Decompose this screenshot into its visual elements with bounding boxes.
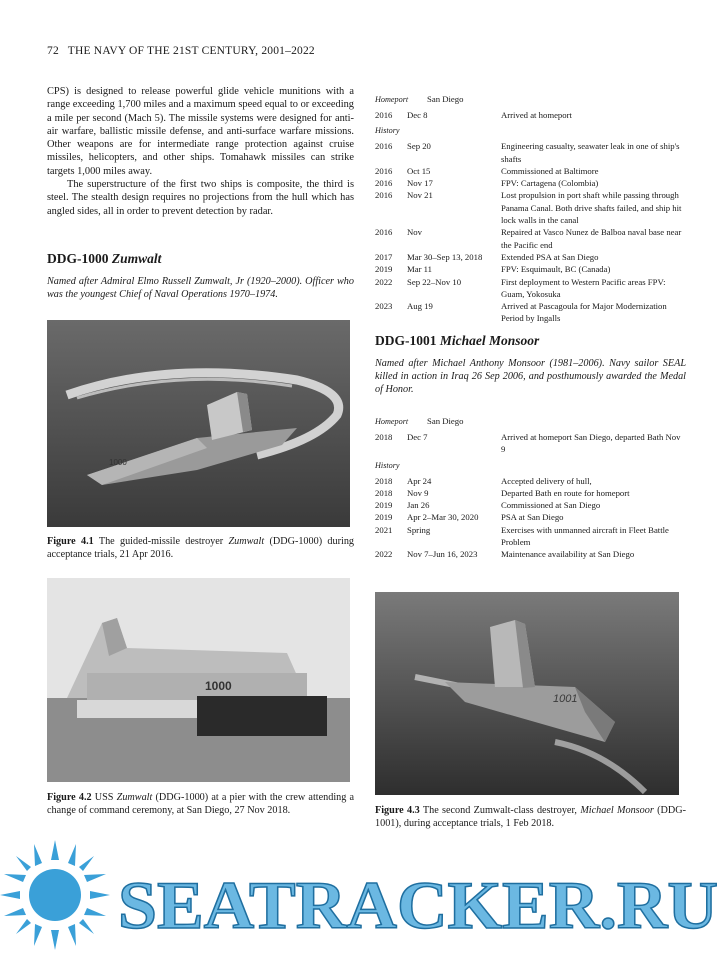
caption-text: (DDG-1000) at a pier with the crew attending a change of command ceremony, at San Diego, 27 Nov 2018.: [47, 792, 355, 816]
figure-label: Figure 4.2: [47, 792, 92, 803]
row-event: PSA at San Diego: [501, 512, 564, 523]
figure-4-1-caption: [47, 535, 354, 561]
section-subtitle: Named after Admiral Elmo Russell Zumwalt, Jr (1920–2000). Officer who was the youngest Chief of Naval Operations 1970–1974.: [47, 276, 354, 300]
table-row: [375, 140, 686, 165]
caption-text: (DDG-1000) during acceptance trials, 21 Apr 2016.: [47, 536, 355, 560]
table-row: [375, 475, 686, 487]
watermark-text: SEATRACKER.RU: [118, 867, 718, 943]
table-row: [375, 431, 686, 456]
row-date: Apr 24: [407, 475, 432, 486]
row-event: First deployment to Western Pacific areas FPV: Guam, Yokosuka: [501, 276, 666, 299]
page-number: 72: [47, 45, 59, 57]
row-year: 2019: [375, 500, 393, 511]
homeport-label: Homeport: [375, 417, 409, 426]
table-row: [375, 226, 686, 251]
watermark: [0, 840, 727, 950]
table-row: [375, 511, 686, 523]
row-year: 2021: [375, 524, 393, 535]
figure-4-1-photo: [47, 320, 350, 527]
fig3-hull-number: 1001: [553, 693, 578, 705]
homeport-row: [375, 415, 686, 431]
row-event: Maintenance availability at San Diego: [501, 549, 635, 560]
row-date: Nov 9: [407, 487, 429, 498]
row-year: 2016: [375, 110, 393, 120]
table-row: [375, 487, 686, 499]
row-date: Dec 7: [407, 432, 428, 442]
sun-logo-icon: [0, 840, 110, 950]
row-event: Exercises with unmanned aircraft in Fleet Battle Problem: [501, 524, 669, 548]
ddg1001-section: [375, 333, 686, 396]
table-row: [375, 251, 686, 263]
intro-text: [47, 85, 354, 218]
row-year: 2019: [375, 512, 393, 523]
ddg1000-table: [375, 93, 686, 325]
row-event: Arrived at homeport San Diego, departed Bath Nov 9: [501, 432, 681, 455]
table-row: [375, 276, 686, 301]
row-event: Departed Bath en route for homeport: [501, 487, 630, 498]
caption-ship-name: Michael Monsoor: [580, 805, 654, 816]
row-date: Oct 15: [407, 165, 431, 176]
row-date: Mar 11: [407, 264, 433, 275]
running-title: THE NAVY OF THE 21ST CENTURY, 2001–2022: [67, 45, 315, 57]
ddg1001-table: [375, 415, 686, 561]
section-subtitle: Named after Michael Anthony Monsoor (1981–2006). Navy sailor SEAL killed in action in Iraq 26 Sep 2006, and posthumously awarded the Medal of Honor.: [375, 358, 686, 395]
table-row: [375, 524, 686, 549]
figure-4-2-caption: [47, 791, 354, 817]
intro-paragraph-1: CPS) is designed to release powerful glide vehicle munitions with a range exceeding 1,700 miles and a maximum speed equal to or exceeding a mile per second (Mach 5). The missile systems were designed for anti-air warfare, ballistic missile defense, and anti-surface warfare missions. Other weapons are for intermediate range protection against cruise missiles, helicopters, and other ships. Tomahawk missiles can strike targets 1,000 miles away.: [47, 86, 354, 177]
row-year: 2019: [375, 264, 393, 275]
row-year: 2016: [375, 227, 393, 238]
row-event: Extended PSA at San Diego: [501, 251, 599, 262]
row-event: Commissioned at San Diego: [501, 500, 601, 511]
table-row: [375, 300, 686, 325]
history-label: History: [375, 126, 400, 136]
caption-ship-name: Zumwalt: [228, 536, 265, 547]
row-event: Lost propulsion in port shaft while passing through Panama Canal. Both drive shafts failed, and ship hit lock walls in the canal: [501, 190, 682, 226]
fig2-hull-number: 1000: [205, 679, 232, 693]
section-heading: [47, 251, 354, 267]
ddg1000-section: [47, 251, 354, 301]
row-year: 2018: [375, 432, 393, 442]
row-date: Jan 26: [407, 500, 430, 511]
row-year: 2016: [375, 141, 393, 152]
figure-4-3-caption: [375, 804, 686, 830]
caption-text: The guided-missile destroyer: [98, 536, 224, 547]
figure-label: Figure 4.1: [47, 536, 94, 547]
row-year: 2017: [375, 251, 393, 262]
caption-text: The second Zumwalt-class destroyer,: [422, 805, 577, 816]
figure-4-2-photo: [47, 578, 350, 782]
figure-4-3-photo: [375, 592, 679, 795]
row-date: Mar 30–Sep 13, 2018: [407, 251, 483, 262]
homeport-value: San Diego: [427, 94, 464, 104]
homeport-label: Homeport: [375, 95, 409, 104]
row-date: Sep 22–Nov 10: [407, 276, 462, 287]
row-event: Accepted delivery of hull,: [501, 475, 592, 486]
section-heading: [375, 333, 686, 349]
row-date: Apr 2–Mar 30, 2020: [407, 512, 479, 523]
row-date: Nov 7–Jun 16, 2023: [407, 549, 478, 560]
row-event: Arrived at Pascagoula for Major Modernization Period by Ingalls: [501, 301, 667, 324]
table-row: [375, 263, 686, 275]
row-event: FPV: Cartagena (Colombia): [501, 178, 599, 189]
row-year: 2023: [375, 301, 393, 312]
row-event: Arrived at homeport: [501, 110, 572, 120]
row-year: 2022: [375, 549, 393, 560]
homeport-value: San Diego: [427, 416, 464, 426]
table-row: [375, 499, 686, 511]
row-event: Repaired at Vasco Nunez de Balboa naval base near the Pacific end: [501, 227, 682, 250]
row-event: Engineering casualty, seawater leak in one of ship's shafts: [501, 141, 680, 164]
ship-name: Zumwalt: [111, 251, 162, 266]
caption-text: USS: [94, 792, 114, 803]
row-event: Commissioned at Baltimore: [501, 165, 599, 176]
row-year: 2022: [375, 276, 393, 287]
caption-text: (DDG-1001), during acceptance trials, 1 Feb 2018.: [375, 805, 686, 829]
fig1-hull-number: 1000: [109, 458, 127, 467]
row-year: 2016: [375, 178, 393, 189]
row-date: Sep 20: [407, 141, 431, 152]
row-date: Nov: [407, 227, 422, 238]
table-row: [375, 165, 686, 177]
homeport-row: [375, 93, 686, 109]
table-row: [375, 189, 686, 226]
intro-paragraph-2: The superstructure of the first two ships is composite, the third is steel. The stealth design requires no projections from the hull which has angled sides, all in order to prevent detection by radar.: [47, 179, 354, 217]
row-year: 2016: [375, 190, 393, 201]
table-row: [375, 177, 686, 189]
hull-number: DDG-1000: [47, 251, 109, 266]
row-date: Aug 19: [407, 301, 433, 312]
row-date: Nov 21: [407, 190, 433, 201]
figure-label: Figure 4.3: [375, 805, 420, 816]
row-date: Spring: [407, 524, 431, 535]
page-header: [47, 45, 315, 57]
table-row: [375, 548, 686, 560]
caption-ship-name: Zumwalt: [116, 792, 153, 803]
hull-number: DDG-1001: [375, 333, 437, 348]
history-label: History: [375, 460, 400, 470]
row-date: Nov 17: [407, 178, 433, 189]
row-year: 2016: [375, 165, 393, 176]
row-date: Dec 8: [407, 110, 428, 120]
ship-name: Michael Monsoor: [439, 333, 540, 348]
table-row: [375, 109, 686, 121]
row-year: 2018: [375, 475, 393, 486]
row-event: FPV: Esquimault, BC (Canada): [501, 264, 611, 275]
row-year: 2018: [375, 487, 393, 498]
